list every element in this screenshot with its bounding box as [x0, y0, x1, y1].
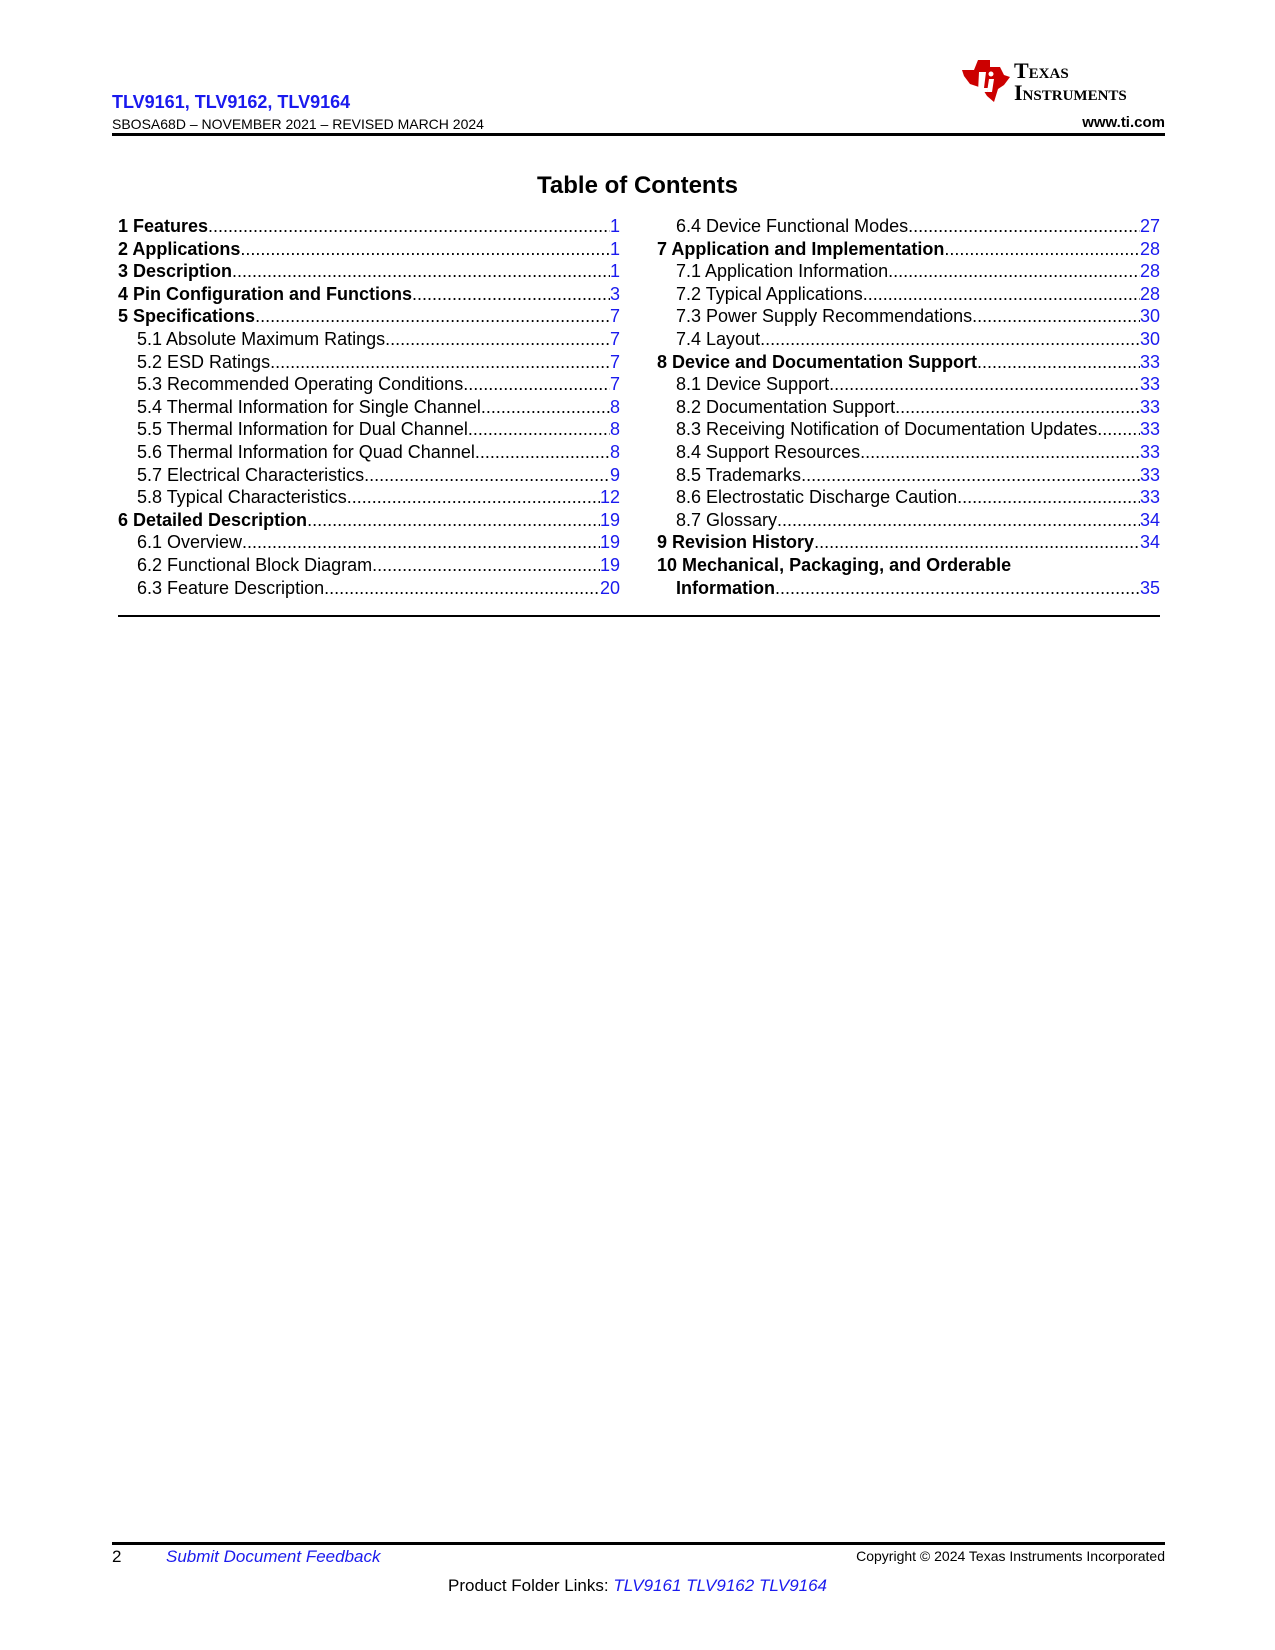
toc-entry[interactable] — [657, 464, 1160, 487]
toc-entry[interactable] — [657, 373, 1160, 396]
toc-entry[interactable] — [118, 396, 620, 419]
toc-entry-label: 8.3 Receiving Notification of Documentation Updates — [676, 419, 1098, 440]
toc-entry-page[interactable]: 27 — [1139, 216, 1160, 236]
ti-state-icon — [960, 58, 1012, 104]
product-link-tlv9161[interactable]: TLV9161 — [613, 1576, 682, 1595]
toc-entry-page[interactable]: 3 — [609, 283, 620, 304]
toc-entry[interactable] — [657, 328, 1160, 351]
toc-entry-page[interactable]: 8 — [609, 396, 620, 417]
toc-entry-label: Information — [676, 577, 775, 598]
page-number: 2 — [112, 1547, 122, 1566]
toc-entry-page[interactable]: 33 — [1139, 487, 1160, 508]
logo-wordmark — [1014, 60, 1127, 104]
toc-entry-page[interactable]: 33 — [1139, 374, 1160, 395]
toc-entry-label: 8.6 Electrostatic Discharge Caution — [676, 487, 958, 508]
toc-entry-page[interactable]: 1 — [609, 216, 620, 236]
toc-leader — [860, 441, 1140, 464]
toc-entry[interactable] — [118, 283, 620, 306]
footer-rule — [112, 1542, 1165, 1545]
toc-entry-label: 2 Applications — [118, 238, 241, 259]
toc-entry-label: 5.8 Typical Characteristics — [137, 487, 347, 508]
toc-entry-label: 4 Pin Configuration and Functions — [118, 283, 412, 304]
document-title[interactable]: TLV9161, TLV9162, TLV9164 — [112, 92, 351, 112]
toc-entry[interactable] — [118, 531, 620, 554]
toc-leader — [270, 351, 610, 374]
toc-leader — [242, 531, 600, 554]
toc-entry-page[interactable]: 33 — [1139, 464, 1160, 485]
toc-entry-page[interactable]: 28 — [1139, 238, 1160, 259]
toc-entry-label: 7.1 Application Information — [676, 261, 889, 282]
toc-entry[interactable] — [118, 441, 620, 464]
toc-entry-label: 5.1 Absolute Maximum Ratings — [137, 328, 386, 349]
toc-entry-page[interactable]: 30 — [1139, 306, 1160, 327]
toc-entry[interactable] — [118, 373, 620, 396]
toc-entry[interactable] — [118, 577, 620, 600]
toc-entry-page[interactable]: 19 — [599, 532, 620, 553]
toc-entry-label: 1 Features — [118, 216, 209, 236]
toc-entry-page[interactable]: 8 — [609, 441, 620, 462]
toc-leader — [777, 509, 1140, 532]
toc-leader — [347, 486, 600, 509]
toc-entry[interactable] — [118, 260, 620, 283]
toc-entry-page[interactable]: 20 — [599, 577, 620, 598]
toc-entry-page[interactable]: 28 — [1139, 261, 1160, 282]
toc-entry-label: 5 Specifications — [118, 306, 256, 327]
toc-entry[interactable] — [118, 509, 620, 532]
toc-leader — [908, 215, 1140, 238]
site-url-link[interactable]: www.ti.com — [1082, 114, 1165, 131]
toc-entry-label: 8 Device and Documentation Support — [657, 351, 978, 372]
toc-entry[interactable] — [657, 305, 1160, 328]
logo-line-instruments: Instruments — [1014, 80, 1127, 105]
toc-entry-page[interactable]: 9 — [609, 464, 620, 485]
toc-entry[interactable] — [118, 305, 620, 328]
toc-leader — [240, 238, 610, 261]
toc-leader — [972, 305, 1140, 328]
toc-entry[interactable] — [657, 260, 1160, 283]
toc-entry-page[interactable]: 1 — [609, 238, 620, 259]
toc-entry-label: 5.6 Thermal Information for Quad Channel — [137, 441, 475, 462]
toc-entry-label: 7 Application and Implementation — [657, 238, 945, 259]
toc-entry-label: 5.4 Thermal Information for Single Channel — [137, 396, 481, 417]
toc-entry-page[interactable]: 30 — [1139, 328, 1160, 349]
toc-entry-page[interactable]: 33 — [1139, 351, 1160, 372]
submit-feedback-link[interactable]: Submit Document Feedback — [166, 1547, 381, 1566]
toc-entry-label: 9 Revision History — [657, 532, 815, 553]
toc-entry[interactable] — [657, 577, 1160, 600]
ti-logo — [960, 58, 1165, 106]
toc-entry[interactable] — [657, 238, 1160, 261]
toc-leader — [324, 577, 600, 600]
toc-entry-label: 7.3 Power Supply Recommendations — [676, 306, 973, 327]
toc-entry[interactable] — [657, 351, 1160, 374]
toc-entry[interactable] — [118, 418, 620, 441]
copyright-notice: Copyright © 2024 Texas Instruments Incorporated — [856, 1548, 1165, 1564]
toc-leader — [888, 260, 1140, 283]
toc-leader — [801, 464, 1140, 487]
toc-entry-label: 8.4 Support Resources — [676, 441, 861, 462]
toc-entry-label: 6.2 Functional Block Diagram — [137, 554, 373, 575]
toc-entry[interactable] — [657, 396, 1160, 419]
toc-entry-label: 5.2 ESD Ratings — [137, 351, 271, 372]
toc-entry-page[interactable]: 8 — [609, 419, 620, 440]
toc-leader — [481, 396, 610, 419]
toc-leader — [475, 441, 610, 464]
product-folder-links — [0, 1576, 1275, 1596]
toc-entry[interactable] — [657, 441, 1160, 464]
toc-left-column — [118, 215, 620, 599]
toc-entry[interactable] — [118, 554, 620, 577]
toc-entry[interactable] — [657, 531, 1160, 554]
toc-entry-page[interactable]: 7 — [609, 351, 620, 372]
toc-entry-label: 5.7 Electrical Characteristics — [137, 464, 365, 485]
document-revision: SBOSA68D – NOVEMBER 2021 – REVISED MARCH 2024 — [112, 116, 484, 132]
toc-entry-page[interactable]: 7 — [609, 374, 620, 395]
toc-leader — [775, 577, 1140, 600]
toc-entry-page[interactable]: 34 — [1139, 532, 1160, 553]
toc-entry-label: 6.1 Overview — [137, 532, 243, 553]
toc-entry-label: 8.7 Glossary — [676, 509, 778, 530]
toc-leader — [977, 351, 1140, 374]
toc-leader — [1097, 418, 1140, 441]
toc-leader — [863, 283, 1140, 306]
toc-entry[interactable] — [118, 351, 620, 374]
product-folder-label: Product Folder Links: — [447, 1576, 609, 1595]
toc-entry-page[interactable]: 33 — [1139, 396, 1160, 417]
toc-leader — [364, 464, 610, 487]
toc-leader — [255, 305, 610, 328]
toc-entry-page[interactable]: 33 — [1139, 419, 1160, 440]
toc-leader — [944, 238, 1140, 261]
toc-entry[interactable] — [118, 328, 620, 351]
toc-title: Table of Contents — [537, 172, 738, 199]
toc-leader — [468, 418, 610, 441]
toc-entry-page[interactable]: 35 — [1139, 577, 1160, 598]
toc-entry-label: 5.3 Recommended Operating Conditions — [137, 374, 464, 395]
toc-entry-page[interactable]: 28 — [1139, 283, 1160, 304]
toc-leader — [307, 509, 600, 532]
toc-right-column — [657, 215, 1160, 599]
logo-line-texas: Texas — [1014, 58, 1069, 83]
toc-entry-label: 8.5 Trademarks — [676, 464, 802, 485]
toc-leader — [232, 260, 610, 283]
toc-entry-label: 8.1 Device Support — [676, 374, 830, 395]
toc-leader — [957, 486, 1140, 509]
toc-entry-page[interactable]: 19 — [599, 509, 620, 530]
toc-entry-page[interactable]: 33 — [1139, 441, 1160, 462]
toc-leader — [412, 283, 610, 306]
toc-entry-line1[interactable]: 10 Mechanical, Packaging, and Orderable — [657, 554, 1012, 575]
toc-entry-label: 5.5 Thermal Information for Dual Channel — [137, 419, 468, 440]
toc-leader — [760, 328, 1140, 351]
toc-entry[interactable] — [118, 464, 620, 487]
toc-entry-label: 6.4 Device Functional Modes — [676, 216, 909, 236]
toc-entry-label: 8.2 Documentation Support — [676, 396, 896, 417]
toc-entry[interactable] — [118, 486, 620, 509]
toc-entry-page[interactable]: 7 — [609, 306, 620, 327]
toc-entry-label: 6.3 Feature Description — [137, 577, 325, 598]
toc-leader — [829, 373, 1140, 396]
toc-leader — [208, 215, 610, 238]
toc-leader — [895, 396, 1140, 419]
product-link-tlv9162[interactable]: TLV9162 — [686, 1576, 755, 1595]
toc-entry[interactable] — [657, 486, 1160, 509]
toc-entry-label: 6 Detailed Description — [118, 509, 308, 530]
toc-entry-page[interactable]: 19 — [599, 554, 620, 575]
toc-entry-page[interactable]: 34 — [1139, 509, 1160, 530]
toc-entry[interactable] — [118, 215, 620, 238]
toc-entry[interactable] — [657, 283, 1160, 306]
toc-entry-page[interactable]: 1 — [609, 261, 620, 282]
toc-leader — [463, 373, 610, 396]
toc-entry-label: 3 Description — [118, 261, 233, 282]
toc-entry[interactable] — [657, 418, 1160, 441]
toc-leader — [814, 531, 1140, 554]
toc-leader — [385, 328, 610, 351]
toc-entry-label: 7.2 Typical Applications — [676, 283, 863, 304]
page-header — [112, 56, 1165, 136]
toc-entry-page[interactable]: 7 — [609, 328, 620, 349]
toc-leader — [372, 554, 600, 577]
toc-entry[interactable] — [657, 215, 1160, 238]
toc-entry-label: 7.4 Layout — [676, 328, 761, 349]
toc-entry[interactable] — [118, 238, 620, 261]
toc-entry[interactable] — [657, 509, 1160, 532]
toc-entry-page[interactable]: 12 — [599, 487, 620, 508]
toc-bottom-rule — [118, 615, 1160, 617]
product-link-tlv9164[interactable]: TLV9164 — [758, 1576, 828, 1595]
